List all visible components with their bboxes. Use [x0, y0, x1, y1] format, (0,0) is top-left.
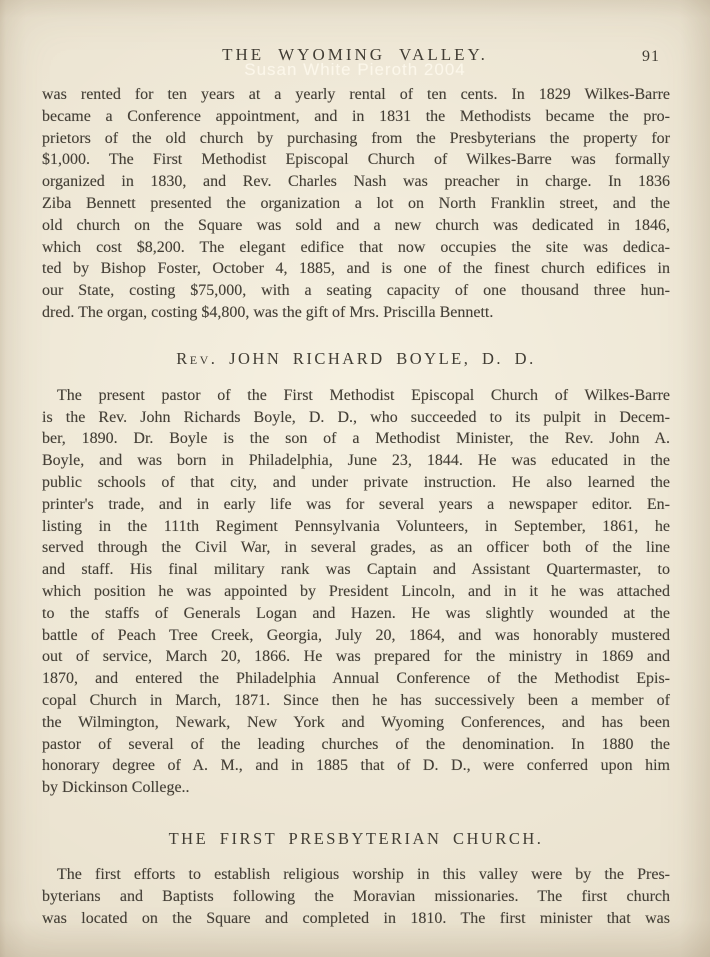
text-column — [42, 84, 670, 929]
page-title: THE WYOMING VALLEY. — [222, 45, 488, 64]
text-line: battle of Peach Tree Creek, Georgia, July 20, 1864, and was honorably mustered — [42, 626, 670, 644]
text-line: organized in 1830, and Rev. Charles Nash was preacher in charge. In 1836 — [42, 173, 670, 191]
section-heading-boyle — [42, 349, 670, 369]
text-line: ted by Bishop Foster, October 4, 1885, and is one of the finest church edifices in — [42, 260, 670, 278]
paragraph-methodist-church — [42, 84, 670, 324]
text-line: became a Conference appointment, and in 1831 the Methodists became the pro- — [42, 107, 670, 125]
text-line: The first efforts to establish religious worship in this valley were by the Pres- — [57, 865, 670, 883]
text-line: dred. The organ, costing $4,800, was the gift of Mrs. Priscilla Bennett. — [42, 303, 494, 321]
text-line: the Wilmington, Newark, New York and Wyoming Conferences, and has been — [42, 713, 670, 731]
text-line: honorary degree of A. M., and in 1885 that of D. D., were conferred upon him — [42, 757, 670, 775]
text-line: Ziba Bennett presented the organization a lot on North Franklin street, and the — [42, 194, 670, 212]
text-line: which position he was appointed by President Lincoln, and in it he was attached — [42, 582, 670, 600]
text-line: copal Church in March, 1871. Since then he has successively been a member of — [42, 691, 670, 709]
text-line: byterians and Baptists following the Moravian missionaries. The first church — [42, 887, 670, 905]
paragraph-presbyterian-church — [42, 864, 670, 929]
text-line: prietors of the old church by purchasing from the Presbyterians the property for — [42, 129, 670, 147]
page-number: 91 — [642, 48, 660, 65]
text-line: printer's trade, and in early life was for several years a newspaper editor. En- — [42, 495, 670, 513]
page-header — [0, 0, 710, 64]
text-line: The present pastor of the First Methodist Episcopal Church of Wilkes-Barre — [57, 386, 670, 404]
paragraph-boyle-biography — [42, 385, 670, 799]
text-line: Boyle, and was born in Philadelphia, June 23, 1844. He was educated in the — [42, 452, 670, 470]
text-line: our State, costing $75,000, with a seating capacity of one thousand three hun- — [42, 282, 670, 300]
heading-prefix: Rev. — [176, 348, 218, 368]
text-line: public schools of that city, and under private instruction. He also learned the — [42, 473, 670, 491]
text-line: out of service, March 20, 1866. He was prepared for the ministry in 1869 and — [42, 648, 670, 666]
watermark: Susan White Pieroth 2004 — [244, 60, 466, 79]
text-line: listing in the 111th Regiment Pennsylvania Volunteers, in September, 1861, he — [42, 517, 670, 535]
text-line: $1,000. The First Methodist Episcopal Church of Wilkes-Barre was formally — [42, 151, 670, 169]
text-line: was rented for ten years at a yearly rental of ten cents. In 1829 Wilkes-Barre — [42, 86, 670, 103]
text-line: old church on the Square was sold and a new church was dedicated in 1846, — [42, 216, 670, 234]
text-line: 1870, and entered the Philadelphia Annual Conference of the Methodist Epis- — [42, 670, 670, 688]
text-line: by Dickinson College.. — [42, 779, 190, 797]
text-line: is the Rev. John Richards Boyle, D. D., who succeeded to its pulpit in Decem- — [42, 408, 670, 426]
text-line: pastor of several of the leading churches of the denomination. In 1880 the — [42, 735, 670, 753]
text-line: was located on the Square and completed in 1810. The first minister that was — [42, 909, 670, 927]
text-line: which cost $8,200. The elegant edifice that now occupies the site was dedica- — [42, 238, 670, 256]
heading-rest: JOHN RICHARD BOYLE, D. D. — [217, 348, 536, 368]
text-line: to the staffs of Generals Logan and Hazen. He was slightly wounded at the — [42, 604, 670, 622]
text-line: ber, 1890. Dr. Boyle is the son of a Methodist Minister, the Rev. John A. — [42, 430, 670, 448]
text-line: and staff. His final military rank was Captain and Assistant Quartermaster, to — [42, 561, 670, 579]
text-line: served through the Civil War, in several grades, as an officer both of the line — [42, 539, 670, 557]
section-heading-presbyterian: THE FIRST PRESBYTERIAN CHURCH. — [168, 828, 544, 848]
